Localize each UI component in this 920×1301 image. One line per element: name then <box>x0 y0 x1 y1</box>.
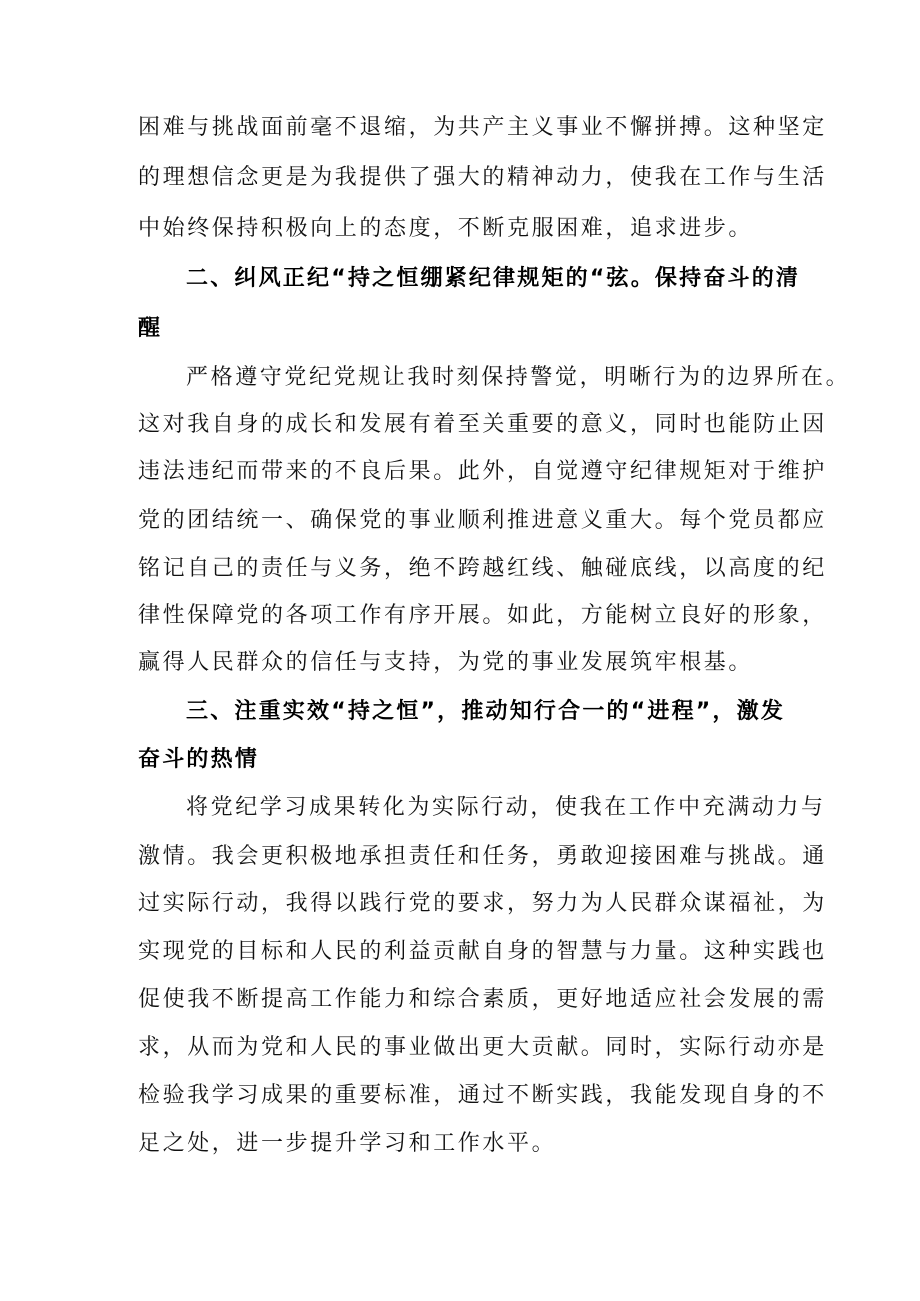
paragraph-line: 困难与挑战面前毫不退缩，为共产主义事业不懈拼搏。这种坚定 <box>138 115 827 140</box>
section-heading-2-continued: 醒 <box>138 316 163 341</box>
paragraph-line: 严格遵守党纪党规让我时刻保持警觉，明晰行为的边界所在。 <box>186 365 851 390</box>
paragraph-line: 过实际行动，我得以践行党的要求，努力为人民群众谋福祉，为 <box>138 891 827 916</box>
paragraph-line: 党的团结统一、确保党的事业顺利推进意义重大。每个党员都应 <box>138 508 827 533</box>
section-heading-2: 二、纠风正纪“持之恒绷紧纪律规矩的“弦。保持奋斗的清 <box>186 266 801 291</box>
paragraph-line: 违法违纪而带来的不良后果。此外，自觉遵守纪律规矩对于维护 <box>138 459 827 484</box>
paragraph-line: 的理想信念更是为我提供了强大的精神动力，使我在工作与生活 <box>138 165 827 190</box>
paragraph-line: 足之处，进一步提升学习和工作水平。 <box>138 1131 557 1156</box>
paragraph-line: 检验我学习成果的重要标准，通过不断实践，我能发现自身的不 <box>138 1083 827 1108</box>
paragraph-line: 铭记自己的责任与义务，绝不跨越红线、触碰底线，以高度的纪 <box>138 556 827 581</box>
paragraph-line: 实现党的目标和人民的利益贡献自身的智慧与力量。这种实践也 <box>138 939 827 964</box>
paragraph-line: 赢得人民群众的信任与支持，为党的事业发展筑牢根基。 <box>138 650 754 675</box>
paragraph-line: 求，从而为党和人民的事业做出更大贡献。同时，实际行动亦是 <box>138 1035 827 1060</box>
paragraph-line: 律性保障党的各项工作有序开展。如此，方能树立良好的形象， <box>138 603 827 628</box>
paragraph-line: 激情。我会更积极地承担责任和任务，勇敢迎接困难与挑战。通 <box>138 844 827 869</box>
paragraph-line: 将党纪学习成果转化为实际行动，使我在工作中充满动力与 <box>186 795 826 820</box>
section-heading-3: 三、注重实效“持之恒”，推动知行合一的“进程”，激发 <box>186 699 786 724</box>
paragraph-line: 促使我不断提高工作能力和综合素质，更好地适应社会发展的需 <box>138 987 827 1012</box>
paragraph-line: 中始终保持积极向上的态度，不断克服困难，追求进步。 <box>138 216 754 241</box>
section-heading-3-continued: 奋斗的热情 <box>138 747 260 772</box>
paragraph-line: 这对我自身的成长和发展有着至关重要的意义，同时也能防止因 <box>138 412 827 437</box>
